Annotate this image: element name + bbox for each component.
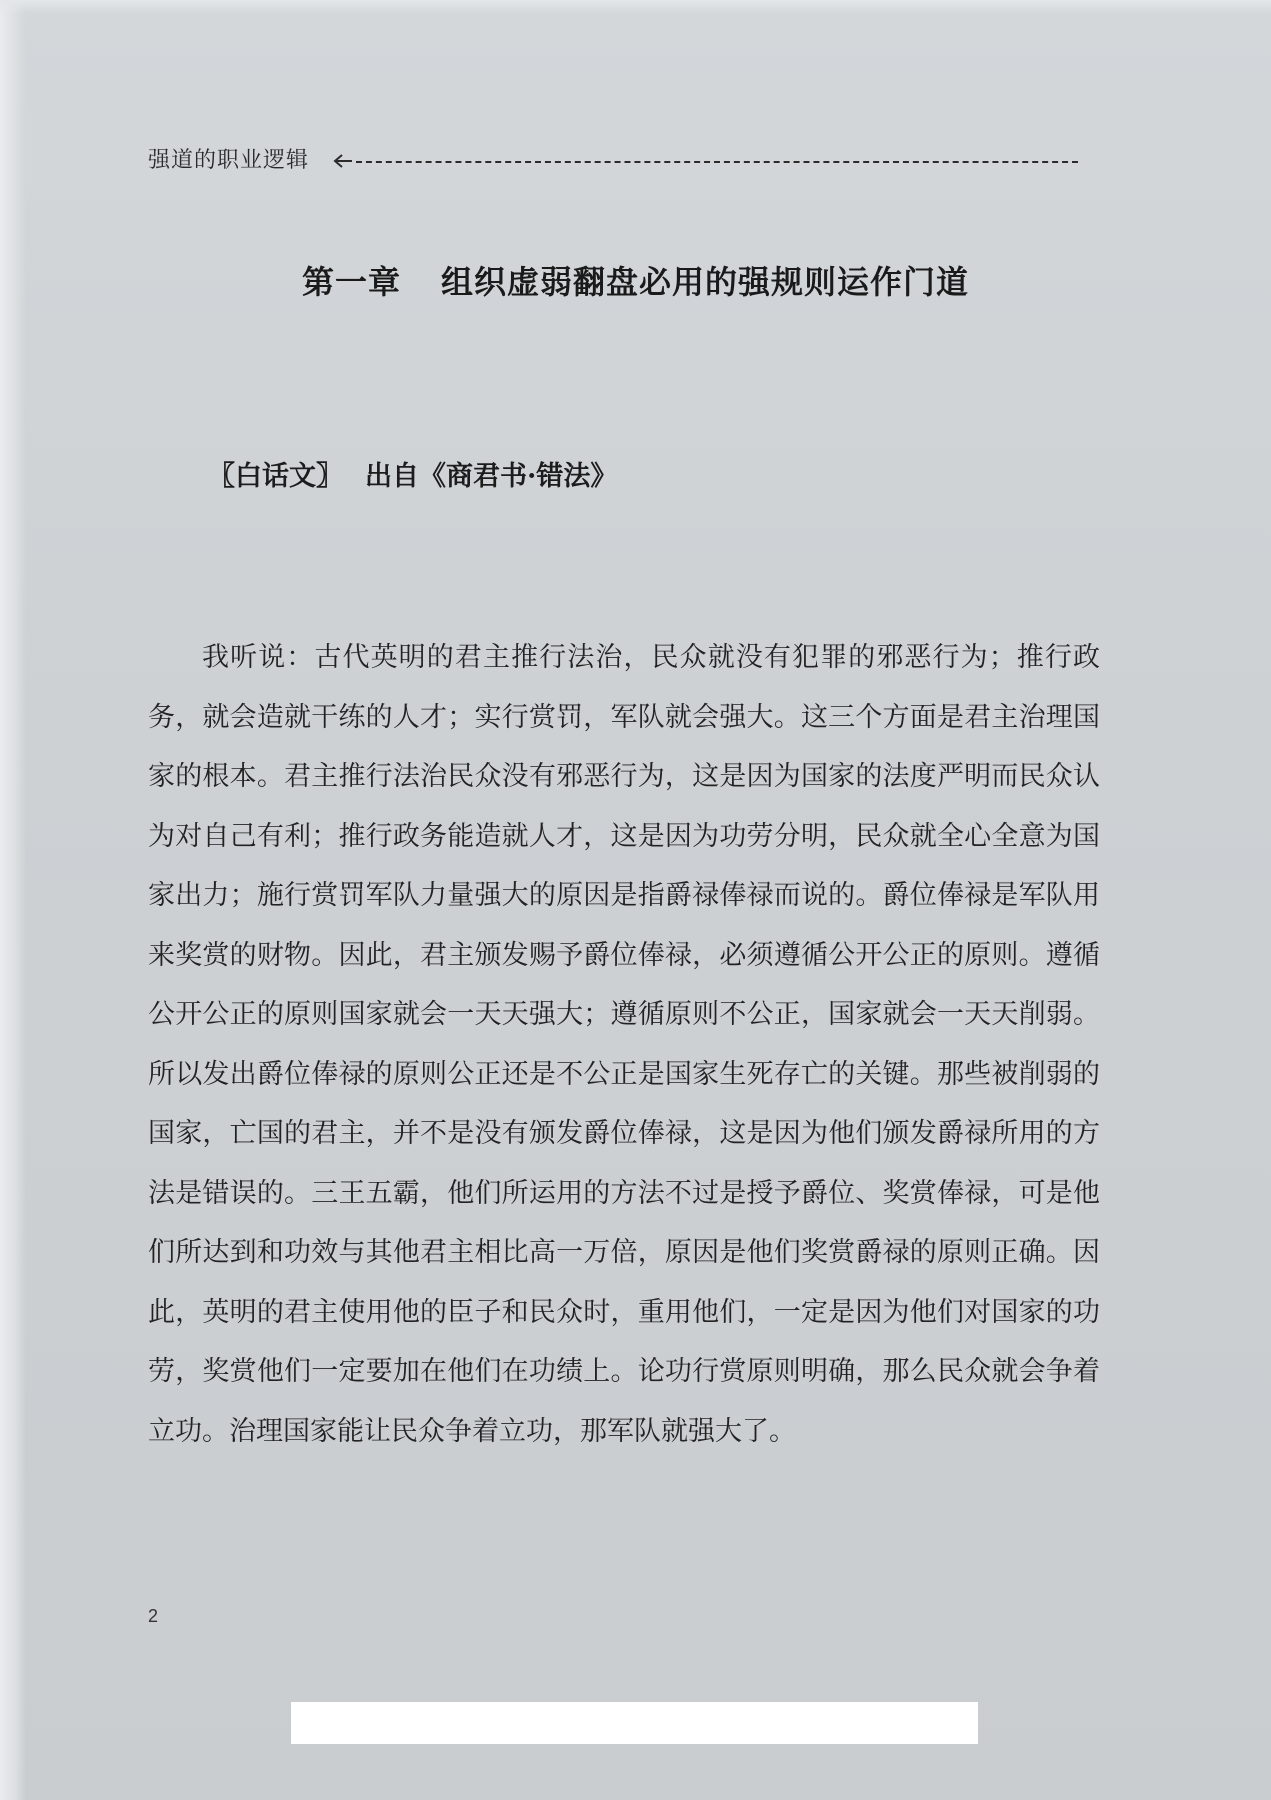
- source-line: [208, 455, 617, 499]
- body-paragraph: 我听说：古代英明的君主推行法治，民众就没有犯罪的邪恶行为；推行政务，就会造就干练的人才；实行赏罚，军队就会强大。这三个方面是君主治理国家的根本。君主推行法治民众没有邪恶行为，这是因为国家的法度严明而民众认为对自己有利；推行政务能造就人才，这是因为功劳分明，民众就全心全意为国家出力；施行赏罚军队力量强大的原因是指爵禄俸禄而说的。爵位俸禄是军队用来奖赏的财物。因此，君主颁发赐予爵位俸禄，必须遵循公开公正的原则。遵循公开公正的原则国家就会一天天强大；遵循原则不公正，国家就会一天天削弱。所以发出爵位俸禄的原则公正还是不公正是国家生死存亡的关键。那些被削弱的国家，亡国的君主，并不是没有颁发爵位俸禄，这是因为他们颁发爵禄所用的方法是错误的。三王五霸，他们所运用的方法不过是授予爵位、奖赏俸禄，可是他们所达到和功效与其他君主相比高一万倍，原因是他们奖赏爵禄的原则正确。因此，英明的君主使用他的臣子和民众时，重用他们，一定是因为他们对国家的功劳，奖赏他们一定要加在他们在功绩上。论功行赏原则明确，那么民众就会争着立功。治理国家能让民众争着立功，那军队就强大了。: [148, 642, 1100, 1447]
- chapter-title: 组织虚弱翻盘必用的强规则运作门道: [441, 263, 970, 301]
- page-number: 2: [148, 1606, 159, 1626]
- redaction-bar: [291, 1702, 978, 1744]
- chapter-heading: [0, 258, 1271, 306]
- running-header-title: 强道的职业逻辑: [148, 148, 310, 173]
- source-tag: 〖白话文〗: [208, 461, 343, 492]
- page-top-edge: [0, 0, 1271, 14]
- running-header: [148, 146, 1078, 176]
- chapter-label: 第一章: [301, 263, 401, 301]
- source-text: 出自《商君书·错法》: [365, 461, 618, 492]
- header-dashed-rule: [356, 161, 1078, 163]
- left-arrow-icon: [333, 154, 353, 168]
